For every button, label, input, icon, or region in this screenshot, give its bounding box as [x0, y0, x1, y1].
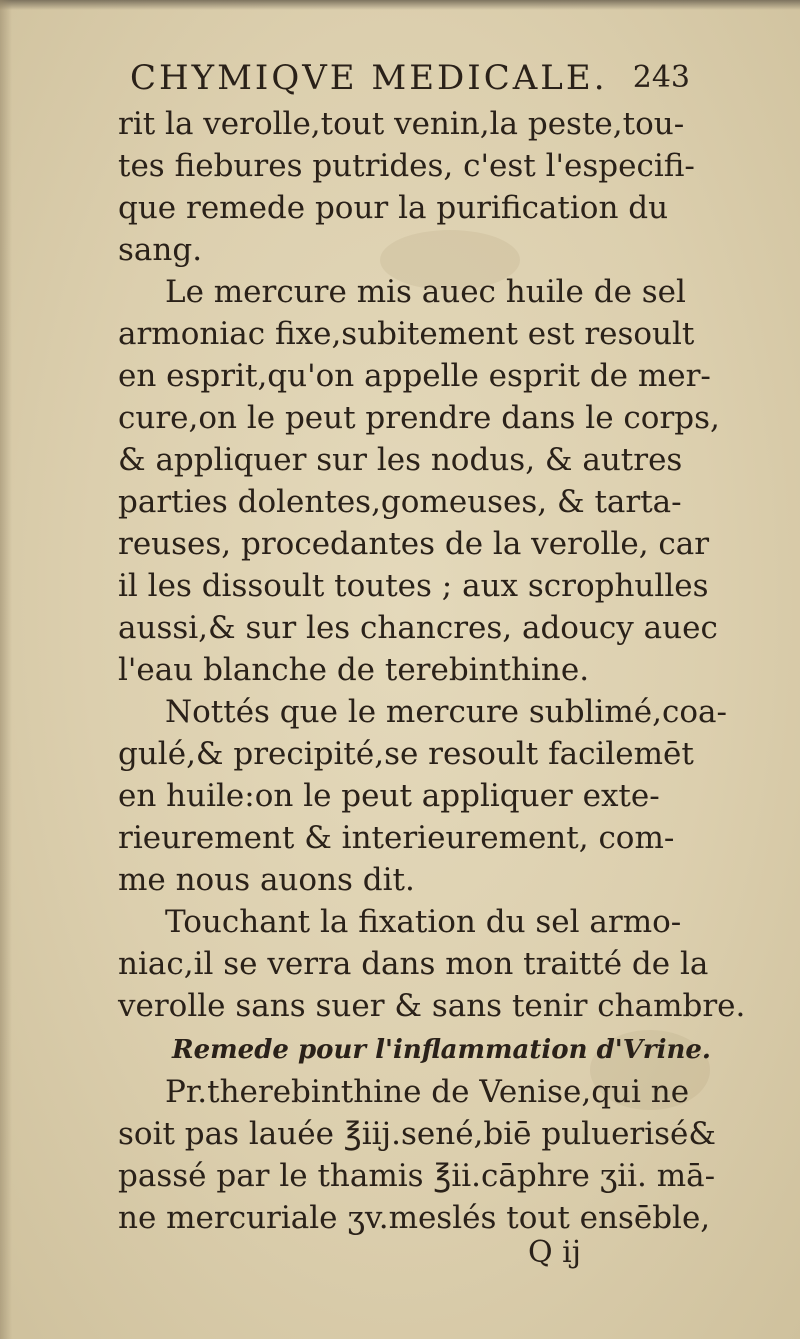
text-line: Le mercure mis auec huile de sel [165, 274, 686, 310]
text-line: cure,on le peut prendre dans le corps, [118, 400, 720, 436]
running-title: CHYMIQVE MEDICALE. [130, 58, 608, 98]
page-number: 243 [632, 60, 690, 95]
page-top-edge-shadow [0, 0, 800, 10]
section-heading: Remede pour l'inflammation d'Vrine. [172, 1035, 711, 1065]
recipe-line: soit pas lauée ℥iij.sené,biē puluerisé& [118, 1116, 716, 1152]
text-line: niac,il se verra dans mon traitté de la [118, 946, 709, 982]
text-line: en huile:on le peut appliquer exte- [118, 778, 660, 814]
text-line: gulé,& precipité,se resoult facilemēt [118, 736, 694, 772]
text-line: Touchant la fixation du sel armo- [165, 904, 682, 940]
text-line: rit la verolle,tout venin,la peste,tou- [118, 106, 685, 142]
text-line: aussi,& sur les chancres, adoucy auec [118, 610, 718, 646]
recipe-line: passé par le thamis ℥ii.cāphre ʒii. mā- [118, 1158, 716, 1194]
running-head [130, 58, 690, 98]
text-line: que remede pour la purification du [118, 190, 669, 226]
page-gutter-shadow [0, 0, 12, 1339]
text-line: il les dissoult toutes ; aux scrophulles [118, 568, 709, 604]
text-line: & appliquer sur les nodus, & autres [118, 442, 683, 478]
text-line: l'eau blanche de terebinthine. [118, 652, 590, 688]
recipe-line: ne mercuriale ʒv.meslés tout ensēble, [118, 1200, 711, 1236]
text-line: Nottés que le mercure sublimé,coa- [165, 694, 727, 730]
text-line: armoniac fixe,subitement est resoult [118, 316, 695, 352]
text-line: parties dolentes,gomeuses, & tarta- [118, 484, 682, 520]
text-line: reuses, procedantes de la verolle, car [118, 526, 710, 562]
text-line: me nous auons dit. [118, 862, 415, 898]
text-line: tes fiebures putrides, c'est l'especifi- [118, 148, 695, 184]
recipe-line: Pr.therebinthine de Venise,qui ne [165, 1074, 690, 1110]
text-line: verolle sans suer & sans tenir chambre. [118, 988, 746, 1024]
text-line: en esprit,qu'on appelle esprit de mer- [118, 358, 711, 394]
text-line: sang. [118, 232, 203, 268]
text-line: rieurement & interieurement, com- [118, 820, 675, 856]
signature-mark: Q ij [528, 1235, 582, 1270]
